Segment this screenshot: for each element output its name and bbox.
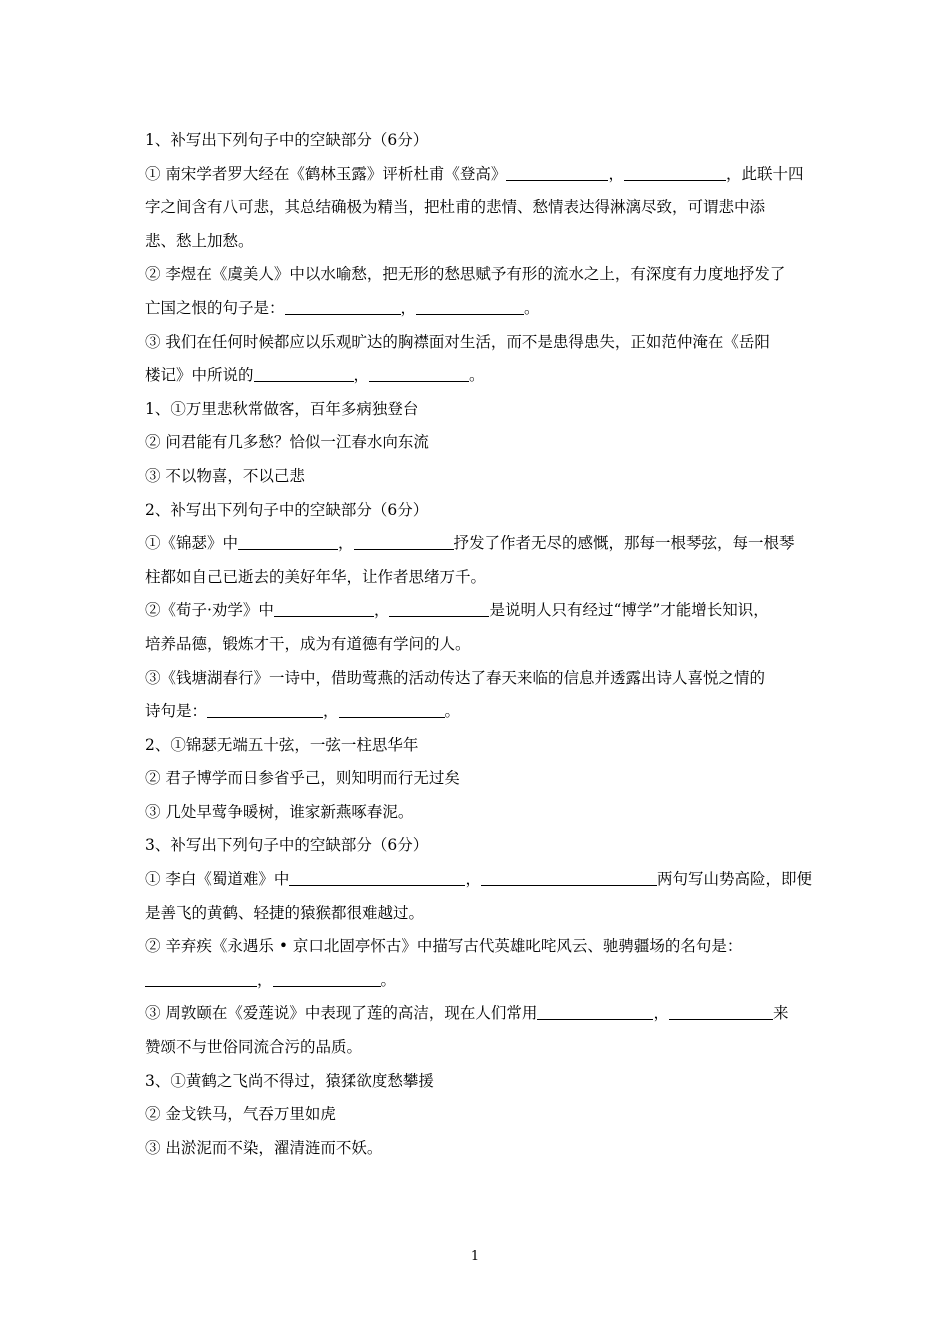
answer-blank [289, 870, 465, 887]
answer-3-3: ③ 出淤泥而不染，濯清涟而不妖。 [145, 1138, 383, 1157]
q3-item-2-line-2: ， 。 [145, 964, 810, 998]
answer-3-1: 3、①黄鹤之飞尚不得过，猿猱欲度愁攀援 [145, 1071, 434, 1090]
answer-blank [145, 970, 257, 987]
q3-item-1-line-2: 是善飞的黄鹤、轻捷的猿猴都很难越过。 [145, 903, 425, 922]
question-1-title: 1、补写出下列句子中的空缺部分（6分） [145, 131, 429, 149]
answer-blank [537, 1004, 653, 1021]
answer-blank [481, 870, 657, 887]
q3-item-1-line-1: ① 李白《蜀道难》中 ， 两句写山势高险，即便 [145, 870, 812, 889]
q3-item-3-line-2: 赞颂不与世俗同流合污的品质。 [145, 1038, 363, 1057]
answer-blank [369, 366, 469, 383]
answer-blank [416, 298, 524, 315]
q1-item-1-line-2: 字之间含有八可悲，其总结确极为精当，把杜甫的悲情、愁情表达得淋漓尽致，可谓悲中添 [145, 198, 766, 217]
answer-blank [273, 970, 381, 987]
answer-2-1: 2、①锦瑟无端五十弦，一弦一柱思华年 [145, 735, 419, 754]
question-3-title: 3、补写出下列句子中的空缺部分（6分） [145, 836, 429, 855]
answer-3-2: ② 金戈铁马，气吞万里如虎 [145, 1105, 336, 1124]
q3-item-2-line-1: ② 辛弃疾《永遇乐 • 京口北固亭怀古》中描写古代英雄叱咤风云、驰骋疆场的名句是： [145, 937, 743, 956]
q2-item-1-line-1: ①《锦瑟》中 ， 抒发了作者无尽的感慨，那每一根琴弦，每一根琴 [145, 534, 795, 553]
answer-blank [285, 298, 401, 315]
q2-item-1-line-2: 柱都如自己已逝去的美好年华，让作者思绪万千。 [145, 567, 487, 586]
question-2-title: 2、补写出下列句子中的空缺部分（6分） [145, 500, 429, 519]
answer-blank [624, 164, 726, 181]
q1-item-2-line-1: ② 李煜在《虞美人》中以水喻愁，把无形的愁思赋予有形的流水之上，有深度有力度地抒发了 [145, 265, 786, 284]
q3-item-3-line-1: ③ 周敦颐在《爱莲说》中表现了莲的高洁，现在人们常用 ， 来 [145, 1004, 789, 1023]
answer-blank [354, 534, 454, 551]
answer-2-3: ③ 几处早莺争暖树，谁家新燕啄春泥。 [145, 802, 414, 821]
page-number: 1 [470, 1249, 480, 1264]
q2-item-3-line-2: 诗句是： ， 。 [145, 702, 461, 721]
answer-blank [506, 164, 608, 181]
q1-item-3-line-1: ③ 我们在任何时候都应以乐观旷达的胸襟面对生活，而不是患得患失，正如范仲淹在《岳阳 [145, 332, 770, 351]
answer-blank [339, 702, 445, 719]
answer-1-3: ③ 不以物喜，不以己悲 [145, 466, 305, 485]
q2-item-2-line-2: 培养品德，锻炼才干，成为有道德有学问的人。 [145, 634, 471, 653]
document-body [145, 124, 810, 1165]
answer-blank [669, 1004, 773, 1021]
answer-blank [254, 366, 354, 383]
q2-item-3-line-1: ③《钱塘湖春行》一诗中，借助莺燕的活动传达了春天来临的信息并透露出诗人喜悦之情的 [145, 668, 766, 687]
answer-blank [207, 702, 323, 719]
answer-blank [238, 534, 338, 551]
answer-1-2: ② 问君能有几多愁？恰似一江春水向东流 [145, 433, 429, 452]
answer-blank [274, 601, 374, 618]
q1-item-1-line-1: ① 南宋学者罗大经在《鹤林玉露》评析杜甫《登高》 ， ，此联十四 [145, 164, 804, 183]
answer-1-1: 1、①万里悲秋常做客，百年多病独登台 [145, 399, 419, 418]
q1-item-3-line-2: 楼记》中所说的 ， 。 [145, 366, 485, 385]
q1-item-2-line-2: 亡国之恨的句子是： ， 。 [145, 298, 540, 317]
q2-item-2-line-1: ②《荀子·劝学》中 ， 是说明人只有经过“博学”才能增长知识， [145, 601, 769, 620]
q1-item-1-line-3: 悲、愁上加愁。 [145, 231, 254, 250]
answer-blank [389, 601, 489, 618]
answer-2-2: ② 君子博学而日参省乎己，则知明而行无过矣 [145, 769, 460, 788]
